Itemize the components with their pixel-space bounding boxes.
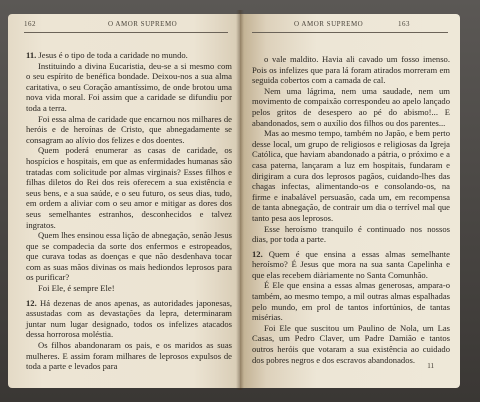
left-paragraph-text: Há dezenas de anos apenas, as autoridades japonesas, assustadas com as devastações da lepra, determinaram juntar num lugar designado, todos os infelizes atacados dessa horrorosa moléstia. — [26, 297, 232, 340]
right-section-number: 12. — [252, 248, 263, 259]
book-gutter — [236, 10, 244, 390]
right-paragraph-text: Mas ao mesmo tempo, também no Japão, e bem perto desse local, um grupo de religiosos e religiosas da Igreja Católica, que haviam abandonado a pátria, o próximo e a casa paterna, lançaram a luz em hospitais, fundaram e dirigiram a cura dos leprosos pagãos, cuidando-lhes das chagas infectas, alimentando-os e consolando-os, na firme e inabalável persuasão, cada um, em recompensa de tanta abnegação, de contrair um dia o terrível mal que tanto pesa aos leprosos. — [252, 128, 450, 223]
right-paragraph — [252, 128, 450, 223]
left-paragraph-text: Foi Ele, é sempre Ele! — [38, 283, 115, 294]
left-page — [8, 14, 240, 388]
right-paragraph — [252, 224, 450, 245]
left-running-title: O AMOR SUPREMO — [108, 20, 178, 28]
left-paragraph-text: Quem poderá enumerar as casas de caridade, os hospícios e hospitais, em que as enfermidades humanas são tratadas com solicitude por almas virginais? Esses filhos e filhas diletos do Rei dos reis oferecem a sua existência e seus bens, e a sua saúde, e o seu futuro, os seus dias, tudo, em ordem a aliviar com o seu amor e mitigar as dores dos seus semelhantes estranhos, desconhecidos e talvez ingratos. — [26, 145, 232, 230]
left-section-number: 11. — [26, 50, 37, 60]
left-paragraph — [26, 61, 232, 114]
right-folio-mark: 11 — [427, 362, 434, 370]
left-paragraph-text: Foi essa alma de caridade que encarnou nos milhares de heróis e de heroínas de Cristo, que abnegadamente se consagram ao alívio dos felizes e dos doentes. — [26, 113, 232, 145]
left-paragraph — [26, 114, 232, 146]
left-paragraph — [26, 283, 232, 294]
left-paragraph-text: Jesus é o tipo de toda a caridade no mundo. — [36, 50, 188, 60]
right-running-title: O AMOR SUPREMO — [294, 20, 364, 28]
right-page — [240, 14, 460, 388]
left-paragraph-text: Os filhos abandonaram os pais, e os maridos as suas mulheres. E assim foram milhares de leprosos expulsos de toda a parte e levados para — [26, 340, 232, 372]
right-paragraph — [252, 86, 450, 128]
left-paragraph — [26, 340, 232, 372]
right-paragraph-text: Nem uma lágrima, nem uma saudade, nem um movimento de compaixão correspondeu ao apelo lançado pelos gritos de desespero ao pé do abismo!... E abandonados, sem o auxílio dos filhos ou dos parentes... — [252, 85, 450, 128]
left-paragraph — [26, 298, 232, 340]
right-paragraph-text: Quem é que ensina a essas almas semelhante heroísmo? É Jesus que mora na sua santa Capelinha e que elas recebem diàriamente no Santa Comunhão. — [252, 248, 450, 280]
right-paragraph-text: Esse heroísmo tranquilo é continuado nos nossos dias, por toda a parte. — [252, 223, 450, 245]
left-paragraph — [26, 145, 232, 230]
right-paragraph — [252, 249, 450, 281]
right-paragraph-text: É Ele que ensina a essas almas generosas, ampara-o também, ao mesmo tempo, a mil outras almas espalhadas pelo mundo, em prol de tantos infortúnios, de tantas misérias. — [252, 280, 450, 323]
right-paragraph — [252, 280, 450, 322]
right-paragraph-text: Foi Ele que suscitou um Paulino de Nola, um Las Casas, um Pedro Claver, um Padre Damião e tantos outros heróis que votaram a sua existência ao cuidado dos pobres negros e dos escravos abandonados. — [252, 322, 450, 365]
left-page-body — [26, 46, 232, 372]
left-paragraph-text: Instituindo a divina Eucaristia, deu-se a si mesmo com o seu espírito de benéfica bondade. Deixou-nos a sua alma caritativa, o seu Coração amantíssimo, de onde brotou uma nova vida moral. Foi assim que a caridade se difundiu por toda a terra. — [26, 60, 232, 113]
left-paragraph — [26, 50, 232, 61]
left-section-number: 12. — [26, 297, 37, 308]
left-paragraph — [26, 230, 232, 283]
right-header-rule — [252, 32, 448, 33]
left-paragraph-text: Quem lhes ensinou essa lição de abnegação, senão Jesus que se compadecia da sorte dos enfermos e estropeados, que curava todas as doenças e que não desdenhava tocar com as suas mãos divinas os mais hediondos leprosos para os purificar? — [26, 230, 233, 283]
left-header-rule — [24, 32, 228, 33]
left-page-number: 162 — [24, 20, 36, 28]
right-paragraph-text: o vale maldito. Havia ali cavado um fosso imenso. Pois os infelizes que para lá foram atirados morreram em seguida cobertos com a camada de cal. — [252, 54, 450, 86]
right-paragraph — [252, 323, 450, 365]
right-page-body — [252, 54, 450, 365]
right-page-number: 163 — [398, 20, 410, 28]
right-paragraph — [252, 54, 450, 86]
